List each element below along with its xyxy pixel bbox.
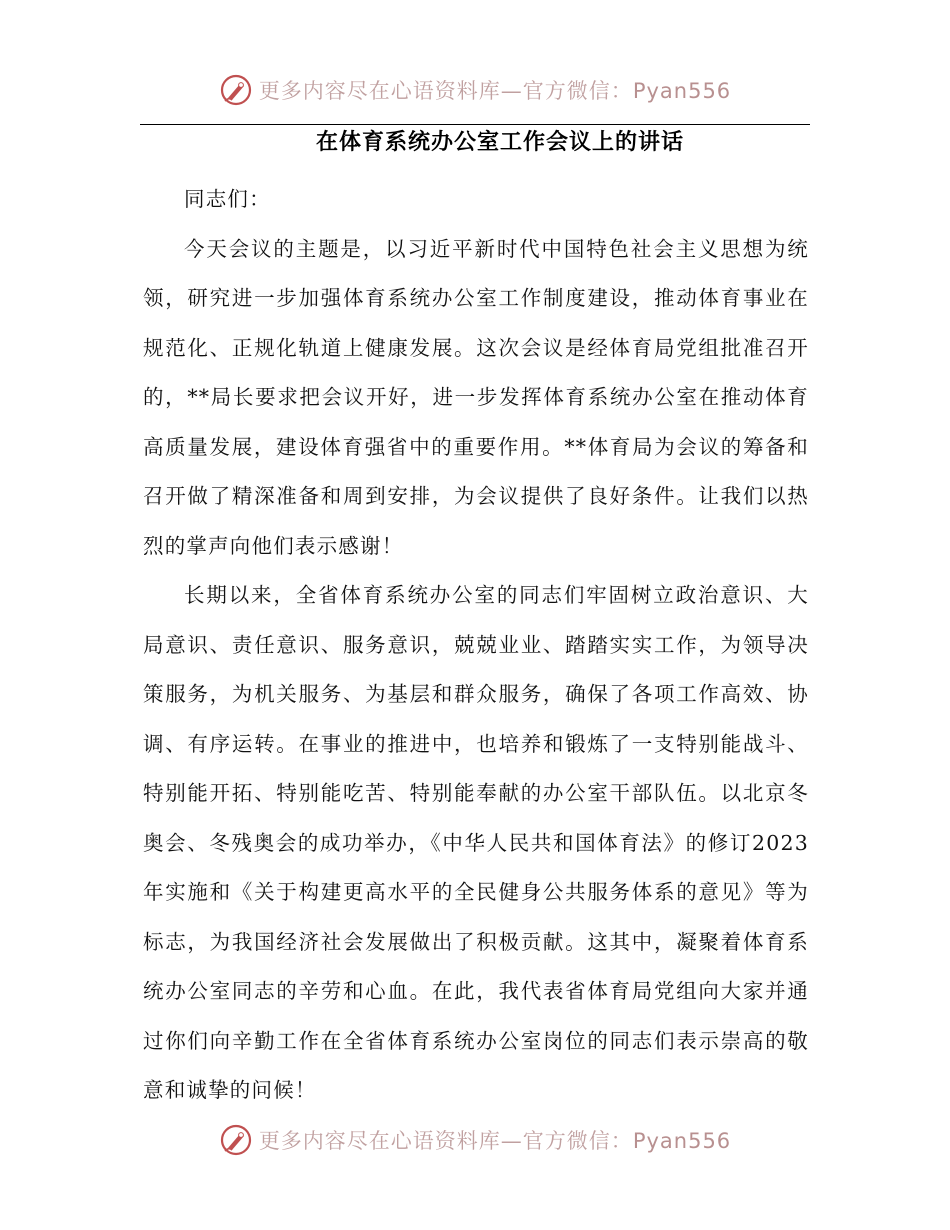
header-divider — [140, 124, 810, 125]
pen-nib-logo-icon — [219, 73, 253, 107]
paragraph: 长期以来，全省体育系统办公室的同志们牢固树立政治意识、大局意识、责任意识、服务意识，兢兢业业、踏踏实实工作，为领导决策服务，为机关服务、为基层和群众服务，确保了各项工作高效、协调、有序运转。在事业的推进中，也培养和锻炼了一支特别能战斗、特别能开拓、特别能吃苦、特别能奉献的办公室干部队伍。以北京冬奥会、冬残奥会的成功举办，《中华人民共和国体育法》的修订2023年实施和《关于构建更高水平的全民健身公共服务体系的意见》等为标志，为我国经济社会发展做出了积极贡献。这其中，凝聚着体育系统办公室同志的辛劳和心血。在此，我代表省体育局党组向大家并通过你们向辛勤工作在全省体育系统办公室岗位的同志们表示崇高的敬意和诚挚的问候！ — [143, 583, 809, 1102]
document-title: 在体育系统办公室工作会议上的讲话 — [315, 130, 684, 155]
document-body — [143, 175, 809, 1116]
paragraph: 今天会议的主题是，以习近平新时代中国特色社会主义思想为统领，研究进一步加强体育系统办公室工作制度建设，推动体育事业在规范化、正规化轨道上健康发展。这次会议是经体育局党组批准召开的，**局长要求把会议开好，进一步发挥体育系统办公室在推动体育高质量发展，建设体育强省中的重要作用。**体育局为会议的筹备和召开做了精深准备和周到安排，为会议提供了良好条件。让我们以热烈的掌声向他们表示感谢！ — [143, 236, 809, 558]
header-banner — [0, 70, 950, 110]
header-banner-text: 更多内容尽在心语资料库—官方微信：Pyan556 — [258, 79, 732, 103]
footer-banner-text: 更多内容尽在心语资料库—官方微信：Pyan556 — [258, 1129, 732, 1153]
salutation: 同志们： — [184, 187, 271, 211]
pen-nib-logo-icon — [219, 1123, 253, 1157]
footer-banner — [0, 1120, 950, 1160]
